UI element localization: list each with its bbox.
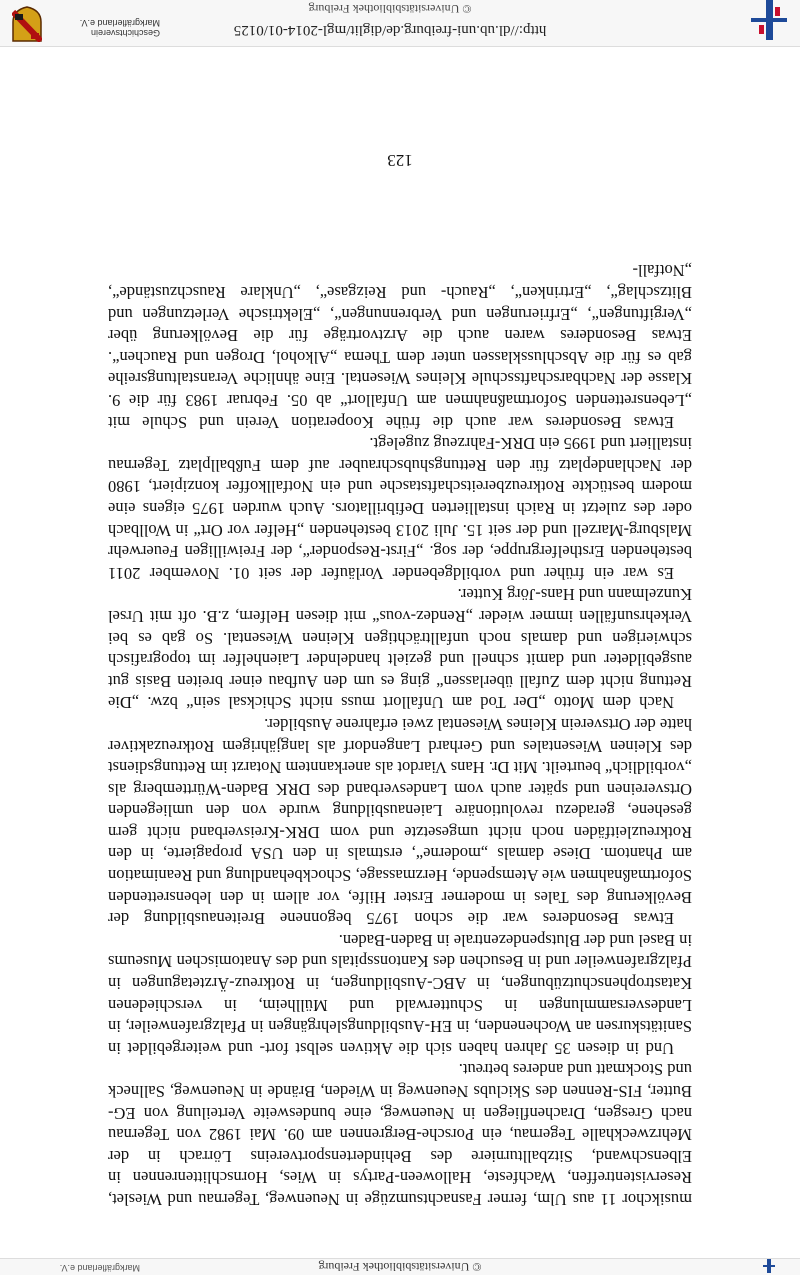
footer-society-text: Markgräflerland e.V. [59, 1263, 140, 1273]
page-number: 123 [387, 151, 413, 170]
footer-copyright-text: © Universitätsbibliothek Freiburg [318, 1260, 482, 1274]
document-url-link[interactable]: http://dl.ub.uni-freiburg.de/diglit/mgl-2014-01/0125 [233, 22, 547, 38]
paragraph: Es war ein früher und vorbildgebender Vorläufer der seit 01. November 2011 bestehenden Ersthelfergruppe, der sog. „First-Responder“, der Freiwilligen Feuerwehr Malsburg-Marzell und der seit 15. Juli 2013 bestehenden „Helfer vor Ort“ in Wollbach oder des zuletzt in Raich installierten Defibrillators. Auch wurden 1975 eigens eine modern bestückte Rotkreuzbereitschaftstasche und ein Notfallkoffer konzipiert, 1980 der Nachlandeplatz für den Rettungshubschrauber auf dem Fußballplatz Tegernau installiert und 1995 ein DRK-Fahrzeug zugelegt. [108, 434, 692, 583]
scanned-page [108, 140, 692, 1210]
paragraph: Etwas Besonderes war die schon 1975 begonnene Breitenausbildung der Bevölkerung des Tales in moderner Erster Hilfe, vor allem in den lebensrettenden Sofortmaßnahmen wie Atemspende, Herzmassage, Schockbehandlung und Reanimation am Phantom. Diese damals „moderne“, erstmals in den USA propagierte, in den Rotkreuzleitfäden noch nicht umgesetzte und vom DRK-Kreisverband nicht gern gesehene, geradezu revolutionäre Laienausbildung wurde von den umliegenden Ortsvereinen und später auch vom Landesverband des DRK Baden-Württemberg als „vorbildlich“ beurteilt. Mit Dr. Hans Viardot als anerkanntem Notarzt im Rettungsdienst des Kleinen Wiesentales und Gerhard Langendorf als langjährigem Rotkreuzaktiver hatte der Ortsverein Kleines Wiesental zwei erfahrene Ausbilder. [108, 714, 692, 929]
society-shield-icon [12, 6, 42, 42]
viewer-footer [0, 1258, 800, 1275]
ub-logo-icon [748, 0, 790, 40]
viewer-header [0, 0, 800, 47]
footer-ub-logo-icon [762, 1259, 776, 1273]
society-name-line2: Markgräflerland e.V. [79, 18, 160, 28]
page-body-text [108, 260, 692, 1210]
paragraph: Nach dem Motto „Der Tod am Unfallort muss nicht Schicksal sein“ bzw. „Die Rettung nicht dem Zufall überlassen“ ging es um den Aufbau einer breiten Basis gut ausgebildeter und damit schnell und gezielt handelnder Laienhelfer im topografisch schwierigen und damals noch unfallträchtigen Kleinen Wiesental. So gab es bei Verkehrsunfällen immer wieder „Rendez-vous“ mit diesen Helfern, z.B. oft mit Ursel Kunzelmann und Hans-Jörg Kutter. [108, 585, 692, 713]
copyright-text: © Universitätsbibliothek Freiburg [308, 2, 472, 16]
society-name-line1: Geschichtsverein [90, 28, 160, 38]
paragraph: musikchor 11 aus Ulm, ferner Fasnachtsumzüge in Neuenweg, Tegernau und Wieslet, Reservistentreffen, Wachfeste, Halloween-Partys in Wies, Hornschlittenrennen in Elbenschwand, Sitzballturniere des Behindertensportvereins Lörrach in der Mehrzweckhalle Tegernau, ein Porsche-Bergrennen am 09. Mai 1982 von Tegernau nach Gresgen, Drachenfliegen in Neuenweg, eine bundesweite Verteilung von EG-Butter, FIS-Rennen des Skiclubs Neuenweg in Wieden, Brände in Neuenweg, Sallneck und Stockmatt und anderes betreut. [108, 1060, 692, 1209]
paragraph: Etwas Besonderes war auch die frühe Kooperation Verein und Schule mit „Lebensrettenden Sofortmaßnahmen am Unfallort“ ab 05. Februar 1983 für die 9. Klasse der Nachbarschaftsschule Kleines Wiesental. Eine ähnliche Veranstaltungsreihe gab es für die Abschlussklassen unter dem Thema „Alkohol, Drogen und Rauchen“. Etwas Besonderes waren auch die Arztvorträge für die Bevölkerung über „Vergiftungen“, „Erfrierungen und Verbrennungen“, „Elektrische Verletzungen und Blitzschlag“, „Ertrinken“, „Rauch- und Reizgase“, „Unklare Rauschzustände“, „Notfall- [108, 261, 692, 432]
paragraph: Und in diesen 35 Jahren haben sich die Aktiven selbst fort- und weitergebildet in Sanitätskursen an Wochenenden, in EH-Ausbildungslehrgängen in Pfalzgrafenweiler, in Landesversammlungen in Schutterwald und Müllheim, in verschiedenen Katastrophenschutzübungen, in ABC-Ausbildungen, in Rotkreuz-Ärztetagungen in Pfalzgrafenweiler und in Besuchen des Kantonsspitals und des Anatomischen Museums in Basel und der Blutspendezentrale in Baden-Baden. [108, 930, 692, 1058]
society-name [40, 18, 160, 38]
